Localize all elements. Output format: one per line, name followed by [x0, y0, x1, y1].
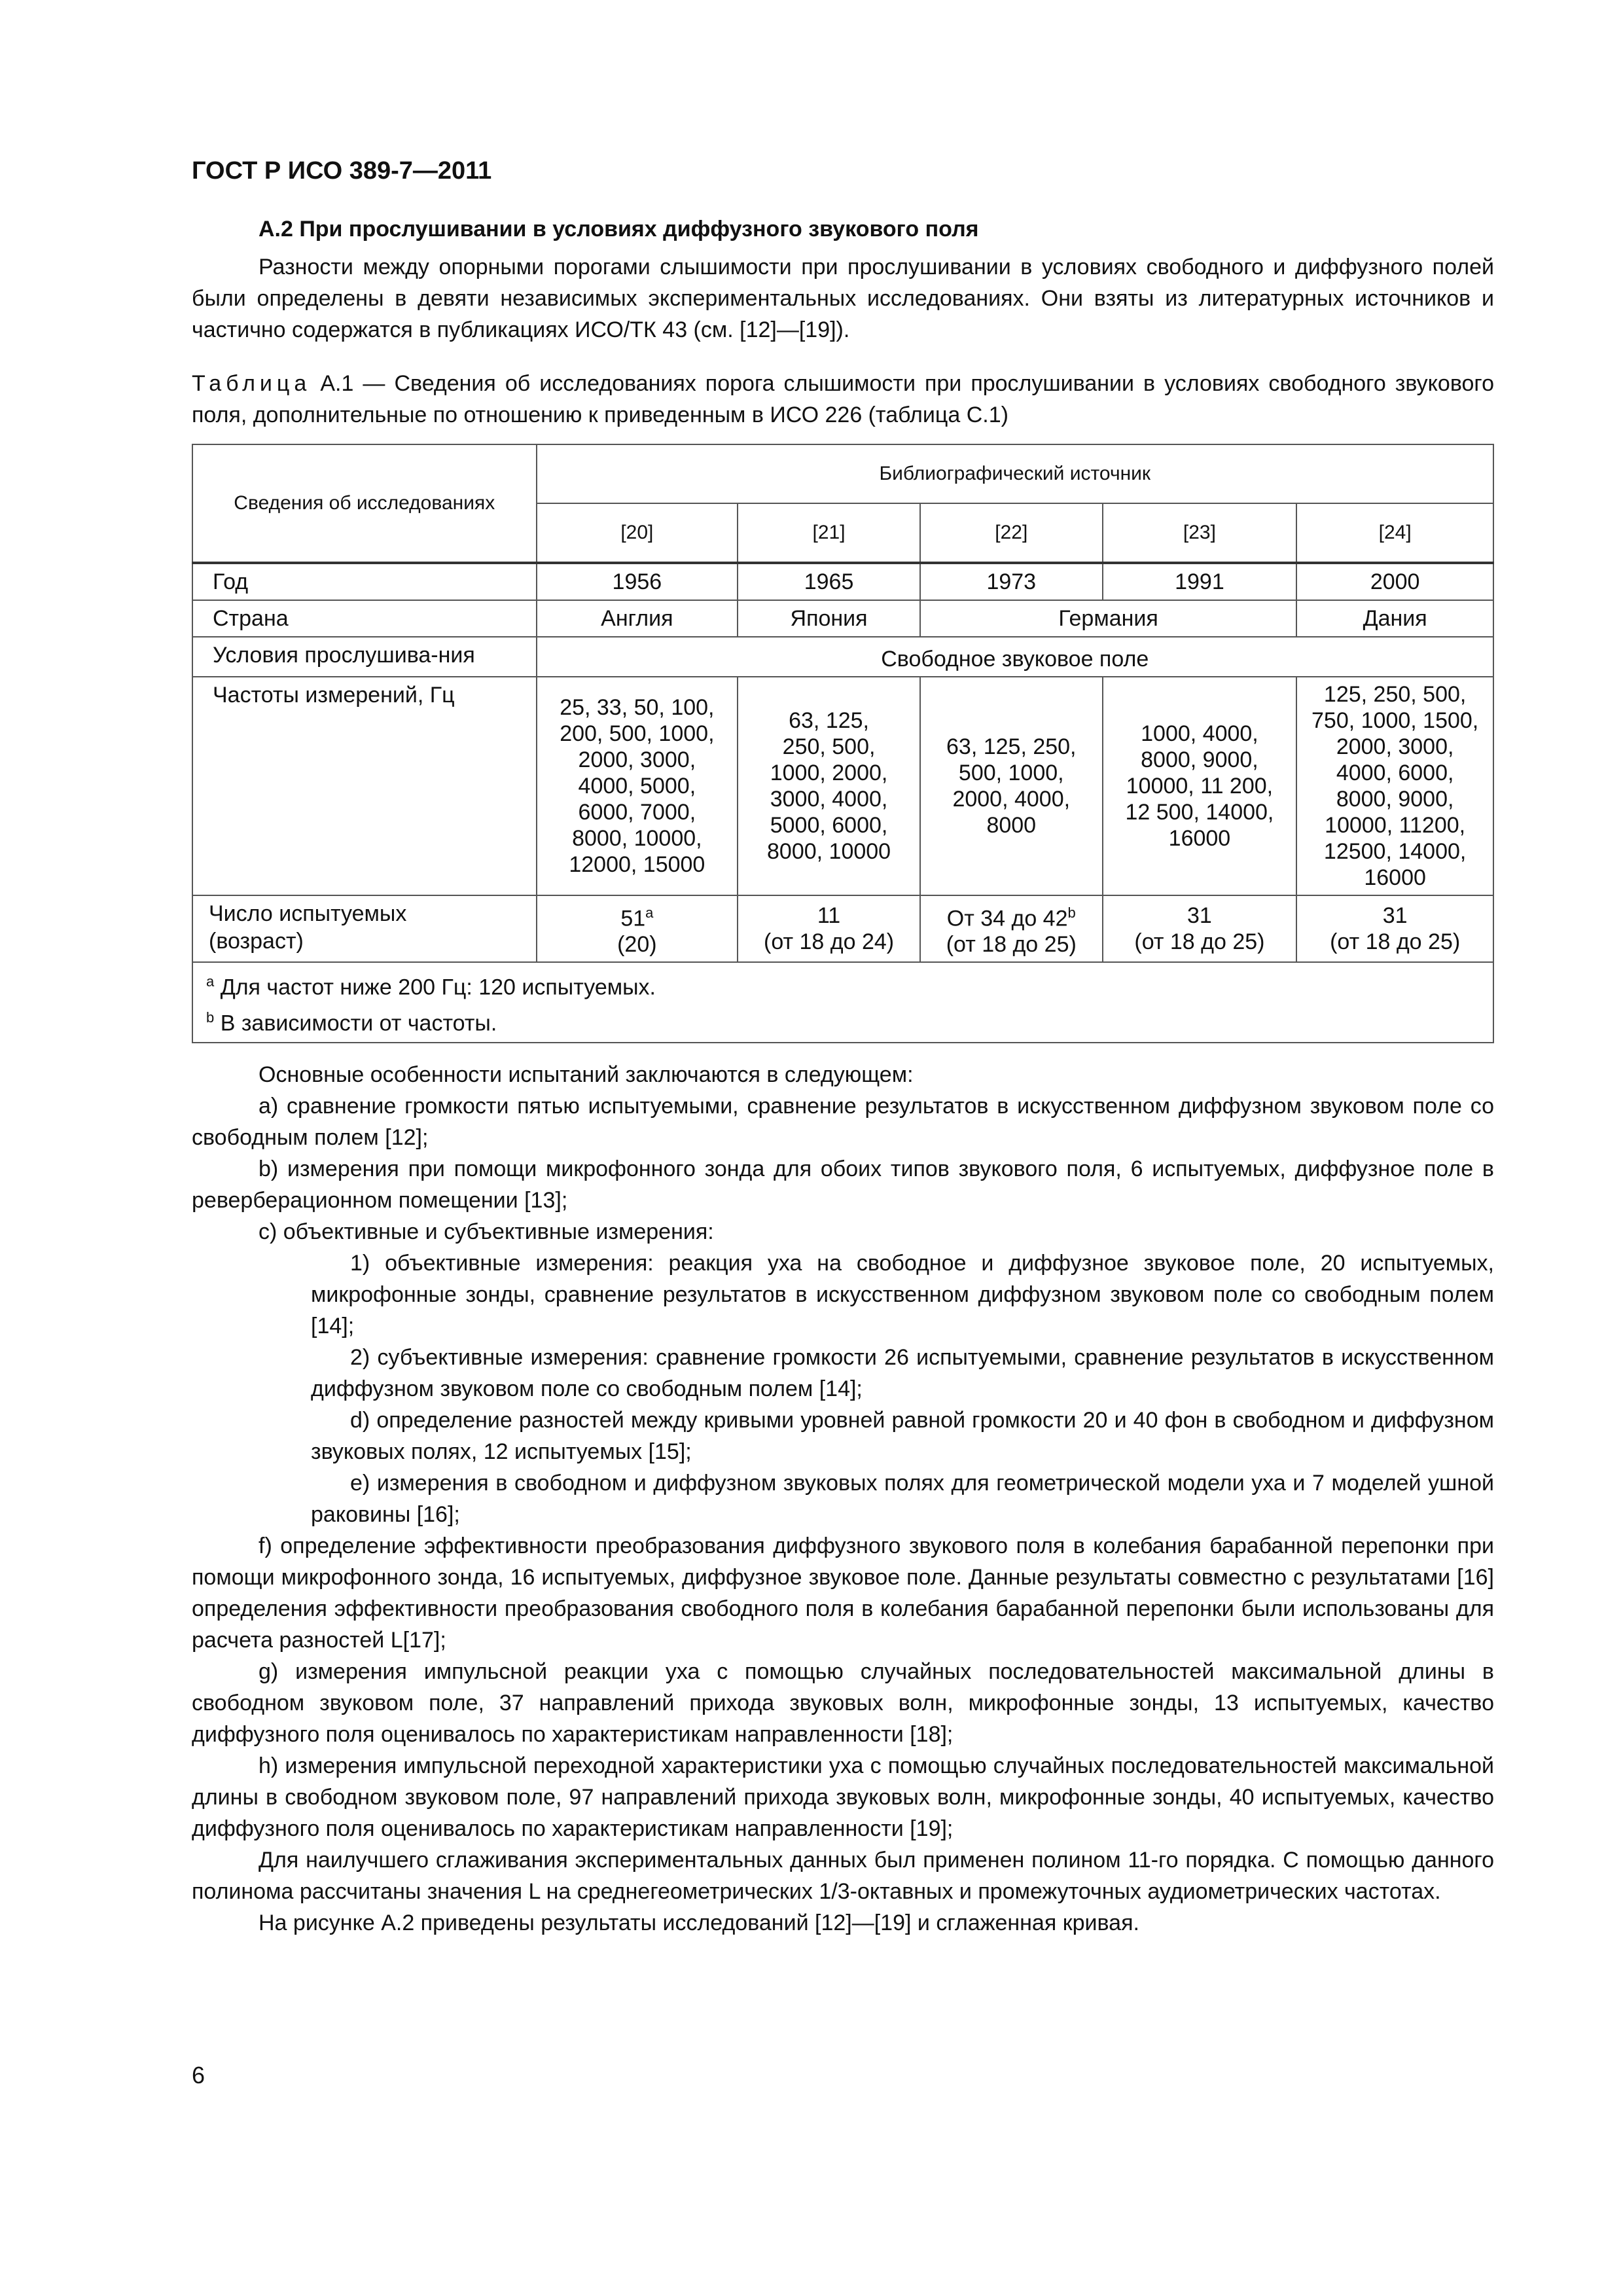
list-item-g: g) измерения импульсной реакции уха с помощью случайных последовательностей максимальной длины в свободном звуковом поле, 37 направлений прихода звуковых волн, микрофонные зонды, 13 испытуемых, качество диффузного поля оценивалось по характеристикам направленности [18]; — [192, 1659, 1494, 1747]
row-label-country: Страна — [192, 600, 537, 637]
source-ref: [22] — [920, 503, 1103, 563]
year-cell: 1956 — [537, 563, 738, 600]
freq-cell: 63, 125, 250, 500, 1000, 2000, 4000, 8000 — [920, 677, 1103, 895]
section-title: А.2 При прослушивании в условиях диффузного звукового поля — [259, 217, 979, 242]
col-header-studies: Сведения об исследованиях — [192, 444, 537, 563]
subjects-age: (20) — [617, 932, 657, 958]
subjects-count: От 34 до 42 — [946, 906, 1068, 931]
freq-cell: 63, 125, 250, 500, 1000, 2000, 3000, 4000, 5000, 6000, 8000, 10000 — [738, 677, 920, 895]
year-cell: 1965 — [738, 563, 920, 600]
list-item-e: e) измерения в свободном и диффузном звуковых полях для геометрической модели уха и 7 моделей ушной раковины [16]; — [311, 1470, 1494, 1527]
body-paragraph: Основные особенности испытаний заключаются в следующем: — [259, 1062, 914, 1087]
subjects-count: 51 — [620, 906, 646, 931]
subjects-age: (от 18 до 25) — [946, 932, 1077, 958]
source-ref: [21] — [738, 503, 920, 563]
subjects-cell — [537, 895, 738, 962]
source-ref: [23] — [1103, 503, 1297, 563]
country-cell: Англия — [537, 600, 738, 637]
list-item-c: c) объективные и субъективные измерения: — [259, 1219, 714, 1244]
year-cell: 2000 — [1296, 563, 1493, 600]
list-item-c2: 2) субъективные измерения: сравнение громкости 26 испытуемыми, сравнение результатов в искусственном диффузном звуковом поле со свободным полем [14]; — [311, 1344, 1494, 1401]
footnote-mark: b — [206, 1009, 215, 1026]
list-item-f: f) определение эффективности преобразования диффузного звукового поля в колебания барабанной перепонки при помощи микрофонного зонда, 16 испытуемых, диффузное звуковое поле. Данные результаты совместно с результатами [16] определения эффективности преобразования свободного поля в колебания барабанной перепонки были использованы для расчета разностей L[17]; — [192, 1533, 1494, 1653]
list-item-b: b) измерения при помощи микрофонного зонда для обоих типов звукового поля, 6 испытуемых, диффузное поле в реверберационном помещении [13]; — [192, 1156, 1494, 1213]
section-intro: Разности между опорными порогами слышимости при прослушивании в условиях свободного и диффузного полей были определены в девяти независимых экспериментальных исследованиях. Они взяты из литературных источников и частично содержатся в публикациях ИСО/ТК 43 (см. [12]—[19]). — [192, 255, 1494, 342]
table-caption-text: А.1 — Сведения об исследованиях порога слышимости при прослушивании в условиях свободного звукового поля, дополнительные по отношению к приведенным в ИСО 226 (таблица С.1) — [192, 371, 1494, 427]
table-row-subjects — [192, 895, 1493, 962]
country-cell: Япония — [738, 600, 920, 637]
year-cell: 1991 — [1103, 563, 1297, 600]
document-code: ГОСТ Р ИСО 389-7—2011 — [192, 157, 492, 185]
table-row-conditions — [192, 637, 1493, 677]
freq-cell: 125, 250, 500, 750, 1000, 1500, 2000, 3000, 4000, 6000, 8000, 9000, 10000, 11200, 12500, 14000, 16000 — [1296, 677, 1493, 895]
source-ref: [20] — [537, 503, 738, 563]
table-caption-label: Таблица — [192, 371, 312, 396]
table-row-frequencies — [192, 677, 1493, 895]
table-footnotes — [192, 962, 1493, 1043]
list-item-d: d) определение разностей между кривыми уровней равной громкости 20 и 40 фон в свободном и диффузном звуковых полях, 12 испытуемых [15]; — [311, 1407, 1494, 1464]
footnote-text: Для частот ниже 200 Гц: 120 испытуемых. — [214, 975, 656, 1000]
table-header-row — [192, 444, 1493, 503]
footnote-mark: a — [645, 905, 654, 921]
country-cell: Дания — [1296, 600, 1493, 637]
table-row-country — [192, 600, 1493, 637]
row-label-conditions: Условия прослушива-ния — [192, 637, 537, 677]
row-label-frequencies: Частоты измерений, Гц — [192, 677, 537, 895]
subjects-cell: 11 (от 18 до 24) — [738, 895, 920, 962]
footnote-b — [206, 1003, 1486, 1038]
subjects-cell — [920, 895, 1103, 962]
country-cell: Германия — [920, 600, 1296, 637]
footnote-a — [206, 967, 1486, 1002]
subjects-cell: 31 (от 18 до 25) — [1103, 895, 1297, 962]
page-number: 6 — [192, 2062, 205, 2089]
footnote-mark: a — [206, 973, 215, 990]
body-paragraph: Для наилучшего сглаживания экспериментальных данных был применен полином 11-го порядка. С помощью данного полинома рассчитаны значения L на среднегеометрических 1/3-октавных и промежуточных аудиометрических частотах. — [192, 1847, 1494, 1904]
freq-cell: 1000, 4000, 8000, 9000, 10000, 11 200, 12 500, 14000, 16000 — [1103, 677, 1297, 895]
conditions-cell: Свободное звуковое поле — [537, 637, 1493, 677]
source-ref: [24] — [1296, 503, 1493, 563]
studies-table — [192, 444, 1494, 1043]
year-cell: 1973 — [920, 563, 1103, 600]
footnote-text: В зависимости от частоты. — [214, 1010, 497, 1035]
list-item-c1: 1) объективные измерения: реакция уха на свободное и диффузное звуковое поле, 20 испытуемых, микрофонные зонды, сравнение результатов в искусственном диффузном звуковом поле со свободным полем [14]; — [311, 1250, 1494, 1338]
list-item-h: h) измерения импульсной переходной характеристики уха с помощью случайных последовательностей максимальной длины в свободном звуковом поле, 97 направлений прихода звуковых волн, микрофонные зонды, 40 испытуемых, качество диффузного поля оценивалось по характеристикам направленности [19]; — [192, 1753, 1494, 1841]
subjects-cell: 31 (от 18 до 25) — [1296, 895, 1493, 962]
group-header-sources: Библиографический источник — [537, 444, 1493, 503]
list-item-a: a) сравнение громкости пятью испытуемыми, сравнение результатов в искусственном диффузном звуковом поле со свободным полем [12]; — [192, 1093, 1494, 1150]
freq-cell: 25, 33, 50, 100, 200, 500, 1000, 2000, 3000, 4000, 5000, 6000, 7000, 8000, 10000, 12000, 15000 — [537, 677, 738, 895]
table-row-notes — [192, 962, 1493, 1043]
body-paragraph: На рисунке А.2 приведены результаты исследований [12]—[19] и сглаженная кривая. — [259, 1910, 1139, 1935]
table-row-year — [192, 563, 1493, 600]
footnote-mark: b — [1067, 905, 1076, 921]
row-label-subjects: Число испытуемых (возраст) — [192, 895, 537, 962]
document-page — [192, 157, 1494, 1939]
row-label-year: Год — [192, 563, 537, 600]
table-caption — [192, 368, 1494, 431]
